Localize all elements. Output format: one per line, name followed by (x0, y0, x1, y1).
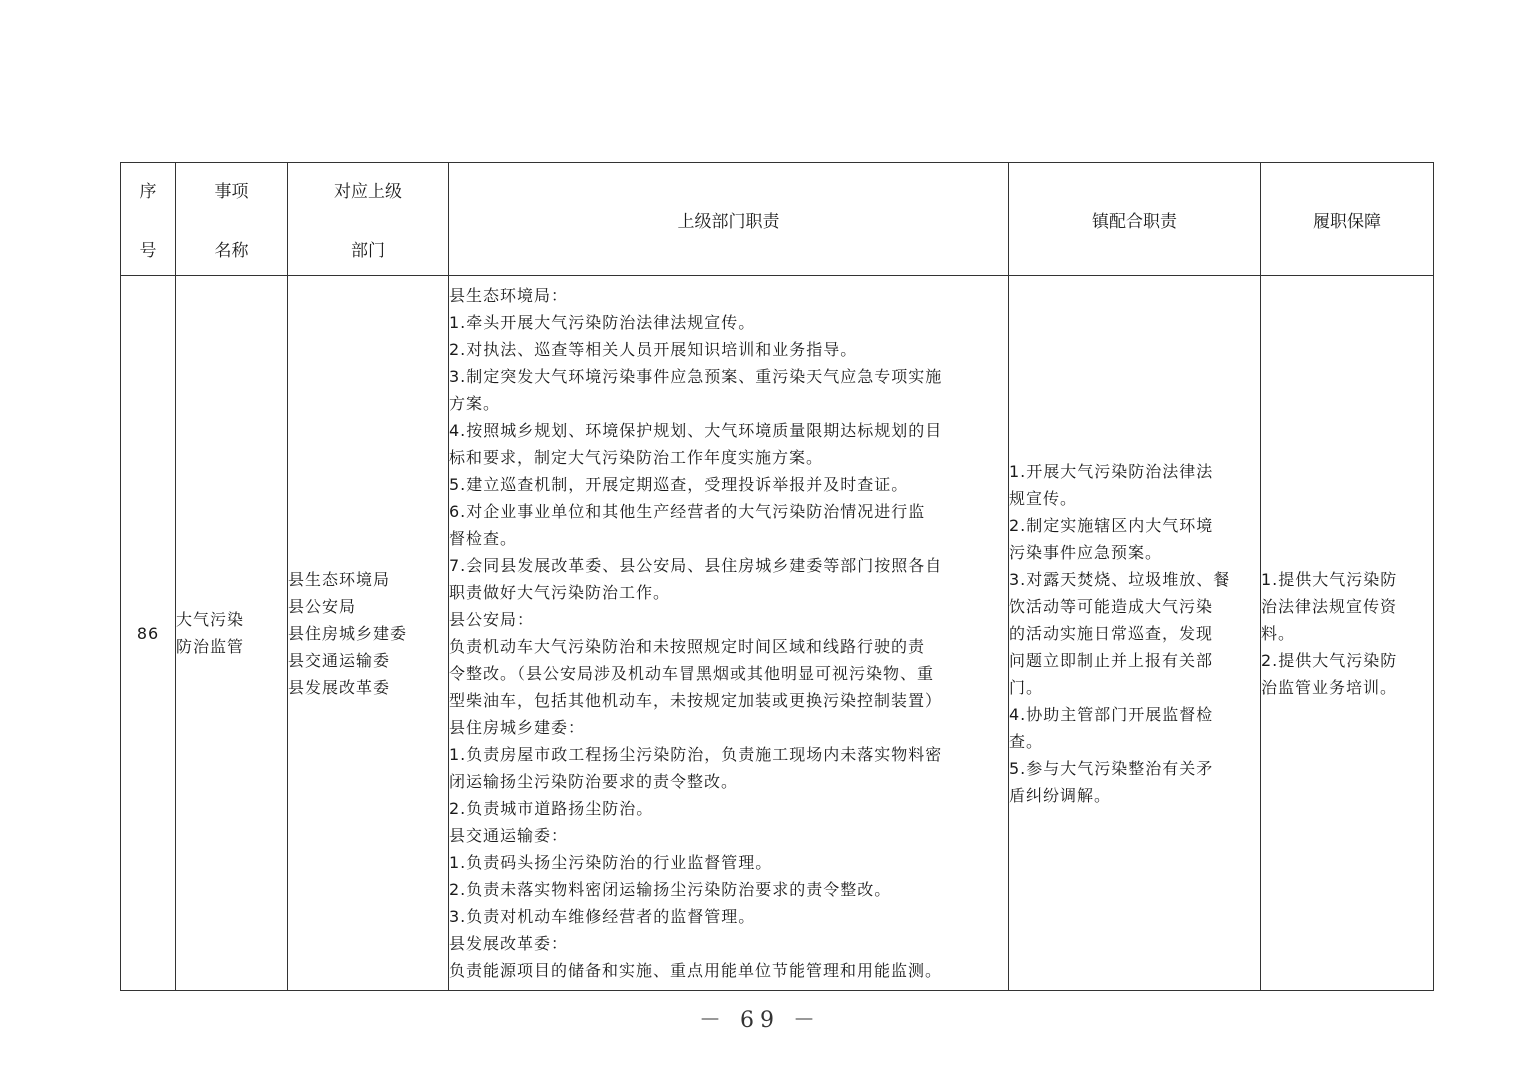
header-row (121, 163, 1434, 276)
text-line: 料。 (1261, 623, 1296, 643)
header-upper-dept (288, 163, 449, 276)
text-line: 负责能源项目的储备和实施、重点用能单位节能管理和用能监测。 (449, 961, 943, 980)
text-line: 县交通运输委 (288, 650, 391, 670)
text-line: 1.开展大气污染防治法律法 (1009, 461, 1214, 481)
text-line: 防治监管 (176, 637, 245, 656)
text-line: 7.会同县发展改革委、县公安局、县住房城乡建委等部门按照各自 (449, 556, 943, 575)
text-line: 饮活动等可能造成大气污染 (1009, 596, 1214, 616)
header-town-duty: 镇配合职责 (1009, 163, 1261, 276)
text-line: 治监管业务培训。 (1261, 677, 1398, 697)
row-seq: 86 (121, 276, 176, 991)
header-name-line2: 名称 (214, 241, 249, 261)
text-line: 标和要求，制定大气污染防治工作年度实施方案。 (449, 448, 824, 467)
text-line: 1.提供大气污染防 (1261, 569, 1398, 589)
row-upper-dept (288, 276, 449, 991)
text-line: 职责做好大气污染防治工作。 (449, 583, 671, 602)
text-line: 门。 (1009, 677, 1044, 697)
row-item-name (176, 276, 288, 991)
text-line: 1.牵头开展大气污染防治法律法规宣传。 (449, 313, 756, 332)
header-seq-line2: 号 (139, 241, 157, 261)
text-line: 2.提供大气污染防 (1261, 650, 1398, 670)
text-line: 3.对露天焚烧、垃圾堆放、餐 (1009, 569, 1231, 589)
text-line: 县公安局 (288, 596, 357, 616)
text-line: 县生态环境局 (288, 569, 391, 589)
text-line: 盾纠纷调解。 (1009, 785, 1112, 805)
text-line: 1.负责码头扬尘污染防治的行业监督管理。 (449, 853, 773, 872)
header-dept-line1: 对应上级 (334, 182, 402, 202)
text-line: 县生态环境局： (449, 286, 569, 305)
text-line: 型柴油车，包括其他机动车，未按规定加装或更换污染控制装置） (449, 691, 943, 710)
duty-table (120, 162, 1434, 991)
text-line: 负责机动车大气污染防治和未按照规定时间区域和线路行驶的责 (449, 637, 926, 656)
text-line: 5.建立巡查机制，开展定期巡查，受理投诉举报并及时查证。 (449, 475, 909, 494)
text-line: 2.负责未落实物料密闭运输扬尘污染防治要求的责令整改。 (449, 880, 892, 899)
header-upper-duty: 上级部门职责 (449, 163, 1009, 276)
text-line: 方案。 (449, 394, 501, 413)
header-name-line1: 事项 (214, 182, 249, 202)
text-line: 2.对执法、巡查等相关人员开展知识培训和业务指导。 (449, 340, 858, 359)
text-line: 县住房城乡建委 (288, 623, 408, 643)
text-line: 污染事件应急预案。 (1009, 542, 1163, 562)
page-number: － 69 － (699, 1008, 821, 1033)
header-seq (121, 163, 176, 276)
header-seq-line1: 序 (139, 182, 157, 202)
text-line: 2.负责城市道路扬尘防治。 (449, 799, 654, 818)
text-line: 规宣传。 (1009, 488, 1078, 508)
text-line: 的活动实施日常巡查，发现 (1009, 623, 1214, 643)
table-row (121, 276, 1434, 991)
text-line: 县发展改革委 (288, 677, 391, 697)
header-guarantee: 履职保障 (1261, 163, 1434, 276)
text-line: 县交通运输委： (449, 826, 569, 845)
text-line: 4.协助主管部门开展监督检 (1009, 704, 1214, 724)
row-upper-duty (449, 276, 1009, 991)
text-line: 6.对企业事业单位和其他生产经营者的大气污染防治情况进行监 (449, 502, 926, 521)
text-line: 5.参与大气污染整治有关矛 (1009, 758, 1214, 778)
text-line: 大气污染 (176, 610, 245, 629)
text-line: 查。 (1009, 731, 1044, 751)
text-line: 县发展改革委： (449, 934, 569, 953)
text-line: 3.制定突发大气环境污染事件应急预案、重污染天气应急专项实施 (449, 367, 943, 386)
header-dept-line2: 部门 (351, 241, 385, 261)
text-line: 闭运输扬尘污染防治要求的责令整改。 (449, 772, 739, 791)
row-guarantee (1261, 276, 1434, 991)
text-line: 2.制定实施辖区内大气环境 (1009, 515, 1214, 535)
text-line: 县住房城乡建委： (449, 718, 586, 737)
text-line: 县公安局： (449, 610, 535, 629)
header-item-name (176, 163, 288, 276)
text-line: 督检查。 (449, 529, 518, 548)
text-line: 令整改。（县公安局涉及机动车冒黑烟或其他明显可视污染物、重 (449, 664, 935, 683)
row-town-duty (1009, 276, 1261, 991)
text-line: 问题立即制止并上报有关部 (1009, 650, 1214, 670)
text-line: 1.负责房屋市政工程扬尘污染防治，负责施工现场内未落实物料密 (449, 745, 943, 764)
text-line: 治法律法规宣传资 (1261, 596, 1398, 616)
text-line: 4.按照城乡规划、环境保护规划、大气环境质量限期达标规划的目 (449, 421, 943, 440)
text-line: 3.负责对机动车维修经营者的监督管理。 (449, 907, 756, 926)
